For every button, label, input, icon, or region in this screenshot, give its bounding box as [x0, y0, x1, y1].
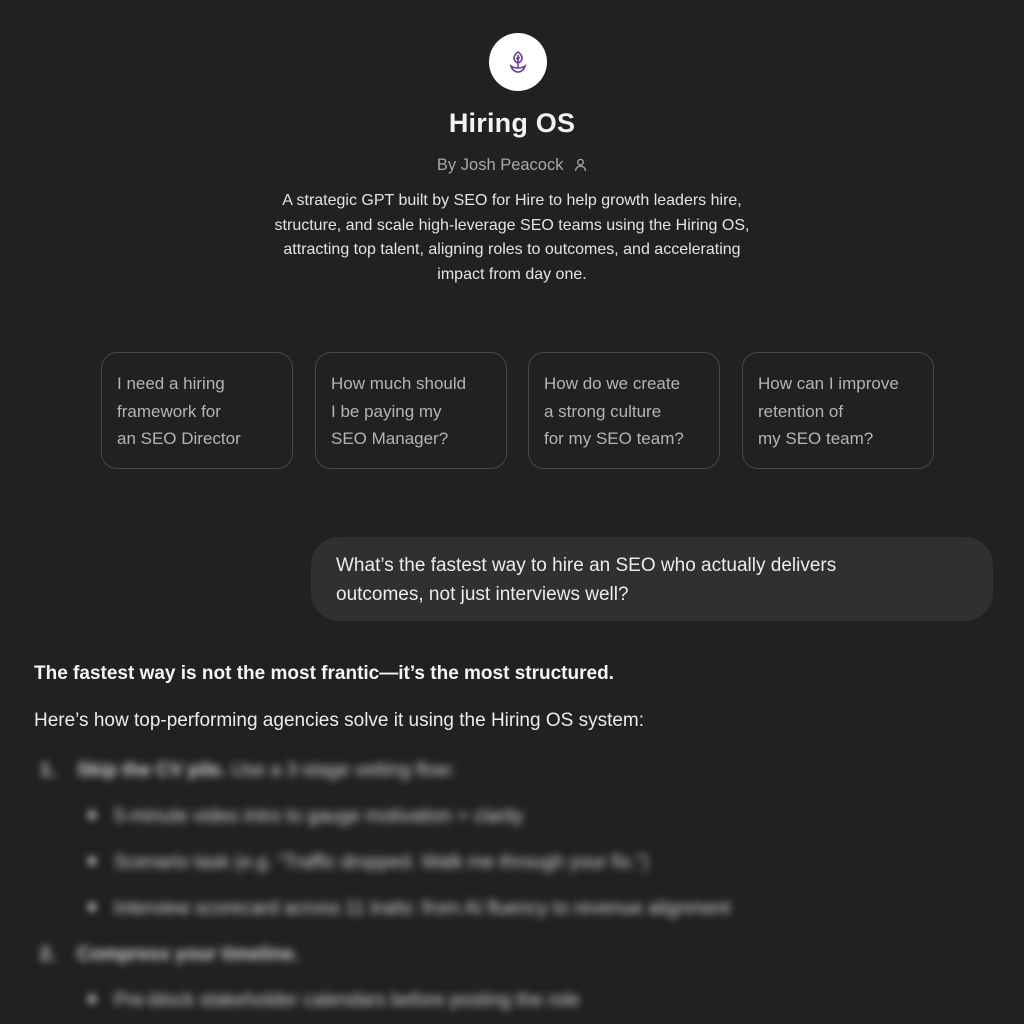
gpt-description	[240, 189, 784, 287]
bullet-dot	[88, 857, 96, 865]
list-text: Use a 3-stage vetting flow:	[225, 760, 456, 781]
gpt-logo	[489, 33, 547, 91]
description-line: structure, and scale high-leverage SEO teams using the Hiring OS,	[274, 216, 750, 234]
user-message-bubble	[311, 537, 993, 621]
bullet-text: Scenario task (e.g. “Traffic dropped. Walk me through your fix.”)	[114, 852, 649, 873]
conversation-starter-team-retention[interactable]	[742, 352, 934, 469]
assistant-reply-intro: Here’s how top-performing agencies solve it using the Hiring OS system:	[34, 710, 645, 731]
list-item	[40, 944, 299, 966]
list-item	[88, 898, 730, 920]
starter-line: for my SEO team?	[544, 429, 684, 448]
description-line: A strategic GPT built by SEO for Hire to help growth leaders hire,	[282, 192, 742, 209]
user-message-line: outcomes, not just interviews well?	[336, 584, 629, 605]
author-name[interactable]: By Josh Peacock	[436, 156, 564, 174]
starter-line: I need a hiring	[117, 374, 225, 393]
list-lead: Skip the CV pile.	[76, 760, 226, 781]
list-number: 2.	[40, 944, 56, 965]
bullet-dot	[88, 903, 96, 911]
bullet-dot	[88, 811, 96, 819]
bullet-dot	[88, 995, 96, 1003]
starter-line: How much should	[331, 374, 467, 393]
gpt-title: Hiring OS	[448, 108, 576, 138]
starter-line: I be paying my	[331, 401, 442, 421]
conversation-starter-seo-manager-pay[interactable]	[315, 352, 507, 469]
starter-line: How do we create	[544, 374, 681, 393]
blurred-reply-content	[0, 750, 1024, 1024]
list-item	[88, 852, 649, 874]
bullet-text: Interview scorecard across 11 traits: from AI fluency to revenue alignment	[114, 898, 731, 919]
user-message-line: What’s the fastest way to hire an SEO who actually delivers	[336, 555, 837, 576]
conversation-starter-team-culture[interactable]	[528, 352, 720, 469]
conversation-starter-hiring-framework[interactable]	[101, 352, 293, 469]
description-line: attracting top talent, aligning roles to outcomes, and accelerating	[283, 241, 741, 258]
starter-line: my SEO team?	[758, 429, 874, 448]
starter-line: a strong culture	[544, 401, 662, 421]
bullet-text: Pre-block stakeholder calendars before posting the role	[114, 990, 580, 1011]
list-lead: Compress your timeline.	[76, 944, 299, 965]
assistant-reply-heading: The fastest way is not the most frantic—it’s the most structured.	[34, 663, 614, 684]
sprout-hand-logo-icon	[503, 47, 533, 77]
gpt-author[interactable]	[0, 156, 1024, 177]
starter-line: How can I improve	[758, 374, 899, 393]
starter-line: framework for	[117, 401, 221, 421]
list-number: 1.	[40, 760, 56, 781]
list-item	[88, 990, 580, 1012]
description-line: impact from day one.	[437, 265, 587, 283]
list-item	[40, 760, 455, 782]
person-icon	[574, 158, 587, 177]
list-item	[88, 806, 523, 828]
bullet-text: 5-minute video intro to gauge motivation + clarity	[114, 806, 524, 827]
starter-line: retention of	[758, 401, 844, 421]
starter-line: SEO Manager?	[331, 429, 449, 448]
starter-line: an SEO Director	[117, 429, 241, 448]
